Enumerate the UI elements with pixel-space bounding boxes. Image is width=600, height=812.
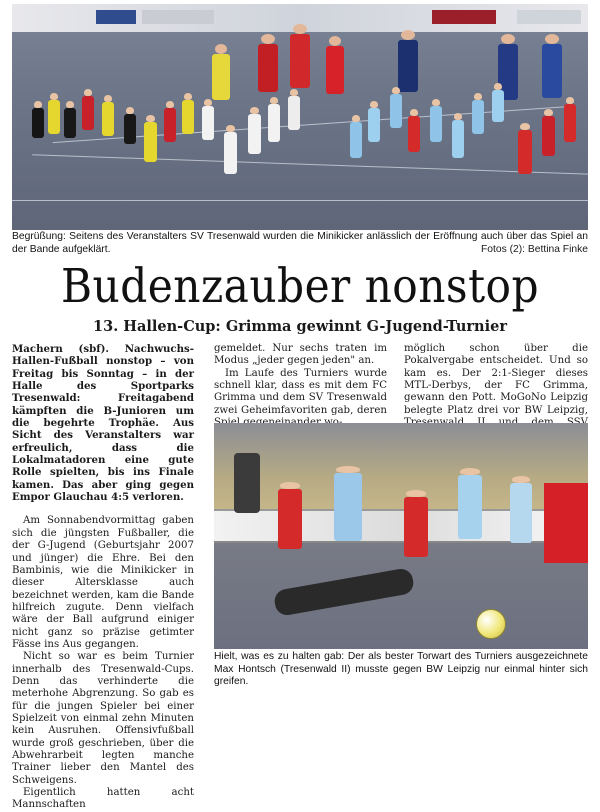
article-paragraph: Eigentlich hatten acht Mannschaften — [12, 787, 194, 811]
article-column-1 — [12, 343, 194, 812]
article-lead: Machern (sbf). Nachwuchs-Hallen-Fußball nonstop – von Freitag bis Sonntag – in der Halle des Sportparks Tresenwald: Freitagabend kämpften die B-Junioren um die begehrte Trophäe. Aus Sicht des Veranstalters war erfreulich, dass die Lokalmatadoren eine gute Rolle spielten, bis ins Finale kamen. Das aber ging gegen Empor Glauchau 4:5 verloren. — [12, 343, 194, 504]
headline: Budenzauber nonstop — [61, 259, 539, 314]
article-column-2 — [214, 343, 387, 429]
subheadline: 13. Hallen-Cup: Grimma gewinnt G-Jugend-Turnier — [93, 318, 507, 335]
football-icon — [476, 609, 506, 639]
article-paragraph: Nicht so war es beim Turnier innerhalb des Tresenwald-Cups. Denn das verhinderte die meterhohe Abgrenzung. So gab es für die jungen Spieler bei einer Spielzeit von einmal zehn Minuten kein Ausruhen. Offensivfußball wurde groß geschrieben, über die Abwehrarbeit legten manche Trainer lieber den Mantel des Schweigens. — [12, 651, 194, 786]
article-paragraph: Am Sonnabendvormittag gaben sich die jüngsten Fußballer, die der G-Jugend (Geburtsjahr 2007 und jünger) die Ehre. Bei den Bambinis, wie die Minikicker in dieser Altersklasse auch bezeichnet werden, kam die Bande hilfreich zugute. Denn vielfach wäre der Ball aufgrund einiger nicht ganz so präzise getimter Fässe ins Aus gegangen. — [12, 515, 194, 650]
photo-caption-bottom: Hielt, was es zu halten gab: Der als bester Torwart des Turniers ausgezeichnete Max Hontsch (Tresenwald II) musste gegen BW Leipzig nur einmal hinter sich greifen. — [214, 651, 588, 687]
article-paragraph: möglich schon über die Pokalvergabe entscheidet. Und so kam es. Der 2:1-Sieger dieses MTL-Derbys, der FC Grimma, gewann den Pott. MoGoNo Leipzig belegte Platz drei vor BW Leipzig, — [404, 343, 588, 416]
photo-goalkeeper-save — [214, 423, 588, 649]
photo-credit: Fotos (2): Bettina Finke — [480, 243, 588, 255]
article-paragraph: gemeldet. Nur sechs traten im Modus „jeder gegen jeden" an. — [214, 343, 387, 367]
photo-caption-top: Begrüßung: Seitens des Veranstalters SV Tresenwald wurden die Minikicker anlässlich der Eröffnung auch über das Spiel an der Bande aufgeklärt. — [12, 231, 588, 255]
article-paragraph: Im Laufe des Turniers wurde schnell klar, dass es mit dem FC Grimma und dem SV Tresenwald zwei Geheimfavoriten gab, deren — [214, 367, 387, 416]
photo-team-lineup — [12, 4, 588, 230]
